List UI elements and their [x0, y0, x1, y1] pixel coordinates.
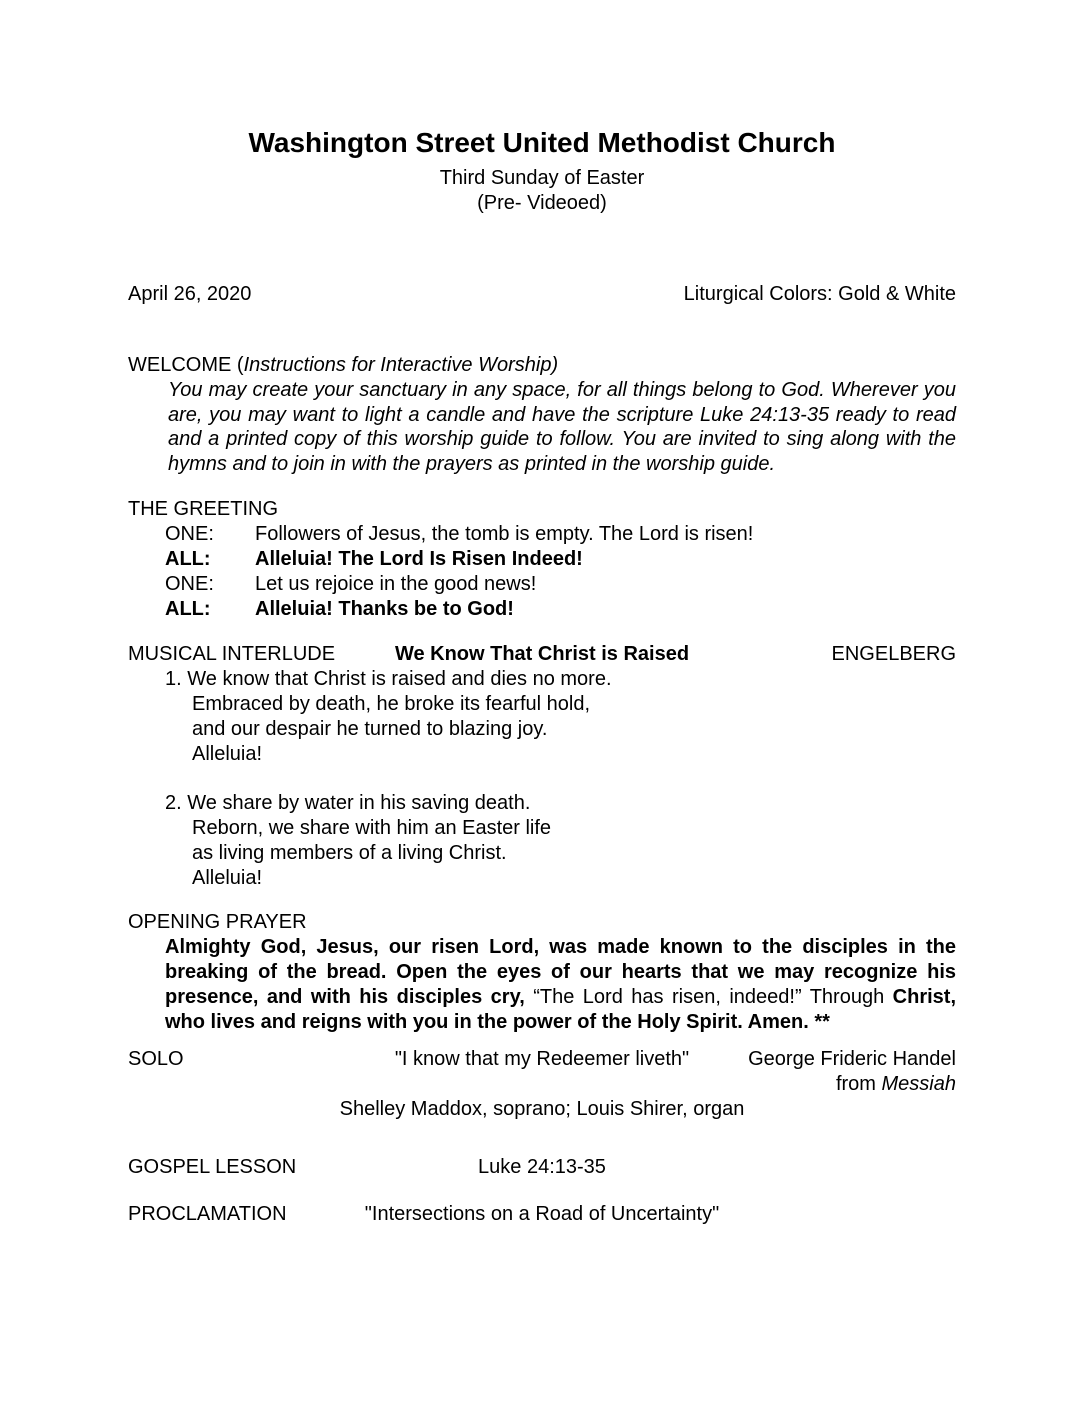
solo-piece-title: "I know that my Redeemer liveth" [394, 1048, 690, 1070]
solo-row [128, 1047, 956, 1072]
gospel-lesson-heading: GOSPEL LESSON [128, 1156, 297, 1178]
greeting-line [165, 597, 956, 622]
solo-from-line [128, 1072, 956, 1097]
solo-performers: Shelley Maddox, soprano; Louis Shirer, organ [339, 1098, 745, 1120]
verse-text: We know that Christ is raised and dies no more. [187, 668, 612, 690]
verse-line: as living members of a living Christ. [192, 842, 507, 864]
work-title: Messiah [881, 1073, 956, 1095]
service-date: April 26, 2020 [128, 283, 252, 305]
pre-videoed-subtitle: (Pre- Videoed) [477, 192, 607, 214]
hymn-verse-1 [165, 667, 956, 767]
speaker-label: ALL: [165, 598, 211, 620]
church-name-title: Washington Street United Methodist Church [248, 127, 836, 158]
greeting-line [165, 547, 956, 572]
welcome-heading [128, 353, 956, 378]
welcome-section [128, 353, 956, 476]
verse-line: Embraced by death, he broke its fearful hold, [192, 693, 591, 715]
welcome-body-text: You may create your sanctuary in any space, for all things belong to God. Wherever you are, you may want to light a candle and have the scripture Luke 24:13-35 ready to read and a printed copy of this worship guide to follow. You are invited to sing along with the hymns and to join in with the prayers as printed in the worship guide. [168, 379, 956, 475]
verse-number: 2. [165, 792, 182, 814]
solo-heading: SOLO [128, 1048, 184, 1070]
proclamation-title: "Intersections on a Road of Uncertainty" [364, 1203, 720, 1225]
greeting-text: Followers of Jesus, the tomb is empty. The Lord is risen! [255, 523, 754, 545]
gospel-lesson-reference: Luke 24:13-35 [478, 1156, 606, 1178]
musical-interlude-heading: MUSICAL INTERLUDE [128, 643, 336, 665]
verse-text: We share by water in his saving death. [187, 792, 531, 814]
tune-name: ENGELBERG [831, 643, 956, 665]
speaker-label: ALL: [165, 548, 211, 570]
opening-prayer-text [165, 935, 956, 1035]
sunday-subtitle: Third Sunday of Easter [439, 167, 645, 189]
solo-composer: George Frideric Handel [748, 1048, 956, 1070]
greeting-section [128, 497, 956, 622]
prayer-bold-part-2: Christ, who lives and reigns with you in the power of the Holy Spirit. Amen. ** [165, 986, 956, 1033]
welcome-heading-prefix: WELCOME ( [128, 354, 244, 376]
prayer-bold-part-1: Almighty God, Jesus, our risen Lord, was made known to the disciples in the breaking of the bread. Open the eyes of our hearts that we may recognize his presence, and with his disciples cry, [165, 936, 956, 1008]
opening-prayer-heading: OPENING PRAYER [128, 911, 307, 933]
greeting-line [165, 522, 956, 547]
verse-line: Reborn, we share with him an Easter life [192, 817, 552, 839]
hymn-title: We Know That Christ is Raised [394, 643, 690, 665]
verse-line [165, 667, 956, 692]
prayer-quoted-part: “The Lord has risen, indeed!” Through [533, 986, 893, 1008]
musical-interlude-row [128, 642, 956, 667]
opening-prayer-section [128, 910, 956, 1035]
greeting-text: Alleluia! Thanks be to God! [255, 598, 514, 620]
meta-row [128, 282, 956, 307]
verse-line: Alleluia! [192, 867, 263, 889]
speaker-label: ONE: [165, 523, 214, 545]
verse-line: Alleluia! [192, 743, 263, 765]
proclamation-heading: PROCLAMATION [128, 1203, 287, 1225]
gospel-lesson-row [128, 1155, 956, 1180]
greeting-heading: THE GREETING [128, 498, 279, 520]
hymn-verse-2 [165, 791, 956, 891]
speaker-label: ONE: [165, 573, 214, 595]
verse-line: and our despair he turned to blazing joy. [192, 718, 548, 740]
greeting-line [165, 572, 956, 597]
verse-line [165, 791, 956, 816]
proclamation-row [128, 1202, 956, 1227]
greeting-text: Alleluia! The Lord Is Risen Indeed! [255, 548, 583, 570]
greeting-text: Let us rejoice in the good news! [255, 573, 537, 595]
welcome-heading-instructions: Instructions for Interactive Worship) [243, 354, 559, 376]
from-label: from [835, 1073, 882, 1095]
verse-number: 1. [165, 668, 182, 690]
liturgical-colors: Liturgical Colors: Gold & White [683, 283, 956, 305]
